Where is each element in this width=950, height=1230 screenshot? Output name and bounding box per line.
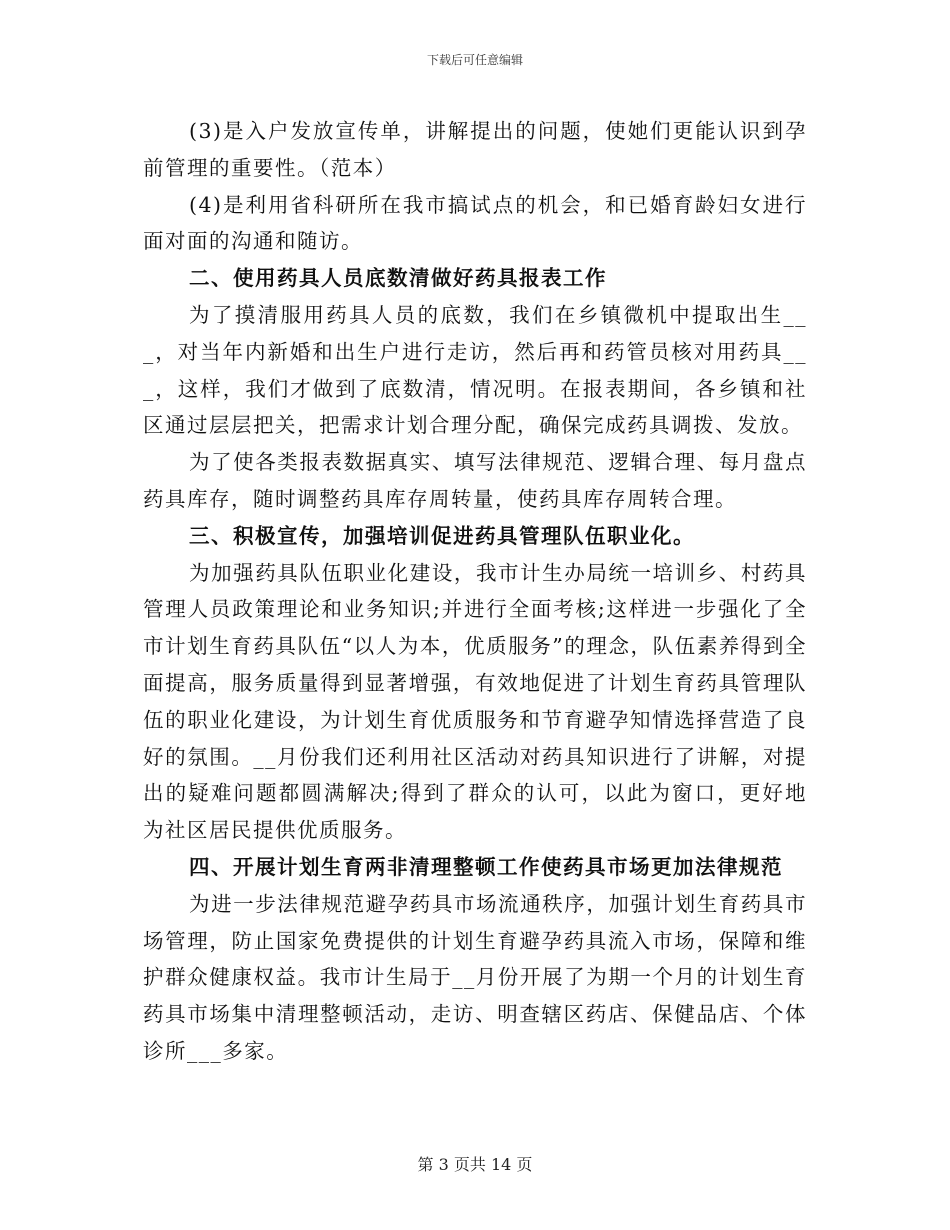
paragraph-item-3: (3)是入户发放宣传单，讲解提出的问题，使她们更能认识到孕前管理的重要性。（范本）: [143, 119, 807, 180]
paragraph-section-2-a: 为了摸清服用药具人员的底数，我们在乡镇微机中提取出生___，对当年内新婚和出生户进行走访，然后再和药管员核对用药具___，这样，我们才做到了底数清，情况明。在报表期间，各乡镇和社区通过层层把关，把需求计划合理分配，确保完成药具调拨、发放。: [143, 302, 807, 438]
section-heading-4: 四、开展计划生育两非清理整顿工作使药具市场更加法律规范: [189, 854, 783, 879]
paragraph-item-4: (4)是利用省科研所在我市搞试点的机会，和已婚育龄妇女进行面对面的沟通和随访。: [143, 192, 807, 254]
document-body: [143, 113, 807, 1070]
page-number: 第 3 页共 14 页: [417, 1155, 533, 1174]
section-heading-2: 二、使用药具人员底数清做好药具报表工作: [189, 266, 607, 291]
section-heading-3: 三、积极宣传，加强培训促进药具管理队伍职业化。: [189, 523, 695, 548]
paragraph-section-3-a: 为加强药具队伍职业化建设，我市计生办局统一培训乡、村药具管理人员政策理论和业务知识;并进行全面考核;这样进一步强化了全市计划生育药具队伍“以人为本，优质服务”的理念，队伍素养得到全面提高，服务质量得到显著增强，有效地促进了计划生育药具管理队伍的职业化建设，为计划生育优质服务和节育避孕知情选择营造了良好的氛围。__月份我们还利用社区活动对药具知识进行了讲解，对提出的疑难问题都圆满解决;得到了群众的认可，以此为窗口，更好地为社区居民提供优质服务。: [143, 560, 807, 843]
paragraph-section-4-a: 为进一步法律规范避孕药具市场流通秩序，加强计划生育药具市场管理，防止国家免费提供的计划生育避孕药具流入市场，保障和维护群众健康权益。我市计生局于__月份开展了为期一个月的计划生育药具市场集中清理整顿活动，走访、明查辖区药店、保健品店、个体诊所___多家。: [143, 891, 807, 1063]
paragraph-section-2-b: 为了使各类报表数据真实、填写法律规范、逻辑合理、每月盘点药具库存，随时调整药具库存周转量，使药具库存周转合理。: [143, 450, 807, 511]
page-header: 下载后可任意编辑: [426, 53, 523, 67]
